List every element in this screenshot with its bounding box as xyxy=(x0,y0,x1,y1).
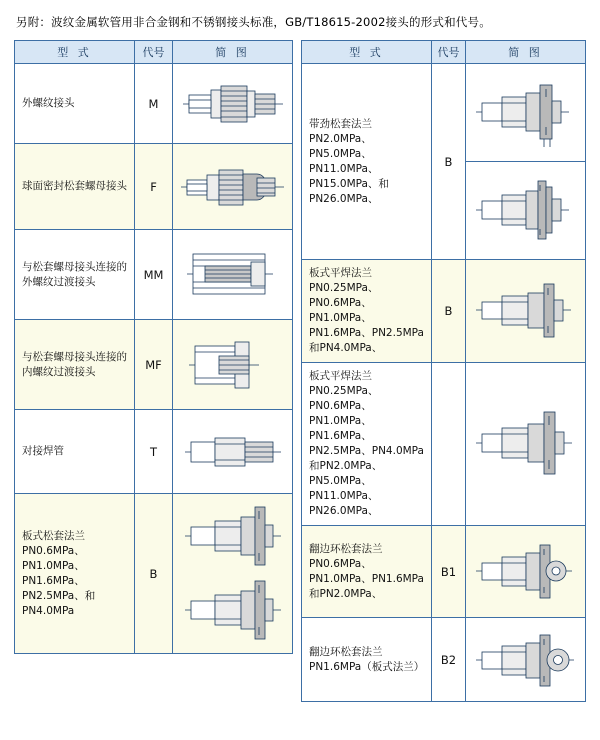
male-thread-adapter-figure xyxy=(173,230,293,320)
table-row xyxy=(15,144,293,230)
lapped-ring-loose-flange-plate-figure xyxy=(466,618,586,702)
table-row xyxy=(302,64,586,162)
table-row xyxy=(302,260,586,363)
row-code-label: MF xyxy=(135,320,173,410)
female-thread-adapter-figure xyxy=(173,320,293,410)
butt-weld-pipe-figure xyxy=(173,410,293,494)
left-spec-table xyxy=(14,40,293,654)
row-code-label: F xyxy=(135,144,173,230)
ribbed-loose-flange-figure-1 xyxy=(466,64,586,162)
row-type-label: 板式松套法兰 PN0.6MPa、PN1.0MPa、PN1.6MPa、PN2.5MPa、和PN4.0MPa xyxy=(22,529,96,617)
row-type-label: 球面密封松套螺母接头 xyxy=(22,180,127,192)
lapped-ring-loose-flange-figure xyxy=(466,526,586,618)
row-type-label: 带劲松套法兰 PN2.0MPa、PN5.0MPa、PN11.0MPa、PN15.0MPa、和PN26.0MPa、 xyxy=(309,117,389,205)
plate-flat-weld-flange-figure-1 xyxy=(466,260,586,363)
row-type-label: 板式平焊法兰 PN0.25MPa、PN0.6MPa、PN1.0MPa、PN1.6MPa、PN2.5MPa和PN4.0MPa、 xyxy=(309,267,424,354)
spherical-seal-union-nut-figure xyxy=(173,144,293,230)
page-title: 另附：波纹金属软管用非合金钢和不锈钢接头标准，GB/T18615-2002接头的形式和代号。 xyxy=(16,15,491,29)
row-code-label: B xyxy=(135,494,173,654)
right-spec-table xyxy=(301,40,586,702)
row-type-label: 外螺纹接头 xyxy=(22,97,75,109)
row-type-label: 与松套螺母接头连接的外螺纹过渡接头 xyxy=(22,260,127,288)
row-code-label: M xyxy=(135,64,173,144)
column-header-code: 代号 xyxy=(432,41,466,64)
table-row xyxy=(15,64,293,144)
row-code-label: B1 xyxy=(432,526,466,618)
male-thread-fitting-figure xyxy=(173,64,293,144)
row-code-label: T xyxy=(135,410,173,494)
column-header-code: 代号 xyxy=(135,41,173,64)
column-header-figure: 简 图 xyxy=(466,41,586,64)
column-header-figure: 简 图 xyxy=(173,41,293,64)
table-row xyxy=(302,363,586,526)
row-type-label: 对接焊管 xyxy=(22,445,64,457)
plate-flat-weld-flange-figure-2 xyxy=(466,363,586,526)
row-type-label: 翻边环松套法兰 PN1.6MPa（板式法兰） xyxy=(309,645,425,673)
table-row xyxy=(15,410,293,494)
column-header-type: 型 式 xyxy=(15,41,135,64)
row-code-label: B xyxy=(432,64,466,260)
table-row xyxy=(302,526,586,618)
row-code-label xyxy=(432,363,466,526)
row-type-label: 与松套螺母接头连接的内螺纹过渡接头 xyxy=(22,350,127,378)
ribbed-loose-flange-figure-2 xyxy=(466,162,586,260)
row-code-label: B xyxy=(432,260,466,363)
table-header-row xyxy=(302,41,586,64)
row-type-label: 板式平焊法兰 PN0.25MPa、PN0.6MPa、PN1.0MPa、PN1.6MPa、PN2.5MPa、PN4.0MPa 和PN2.0MPa、PN5.0MPa、PN11.0MPa、PN26.0MPa、 xyxy=(309,370,424,517)
table-row xyxy=(15,320,293,410)
table-row xyxy=(15,494,293,654)
table-row xyxy=(15,230,293,320)
table-header-row xyxy=(15,41,293,64)
row-code-label: MM xyxy=(135,230,173,320)
table-row xyxy=(302,618,586,702)
row-code-label: B2 xyxy=(432,618,466,702)
tables-container xyxy=(14,40,586,702)
column-header-type: 型 式 xyxy=(302,41,432,64)
plate-loose-flange-figure xyxy=(173,494,293,654)
row-type-label: 翻边环松套法兰 PN0.6MPa、PN1.0MPa、PN1.6MPa和PN2.0MPa、 xyxy=(309,542,424,600)
